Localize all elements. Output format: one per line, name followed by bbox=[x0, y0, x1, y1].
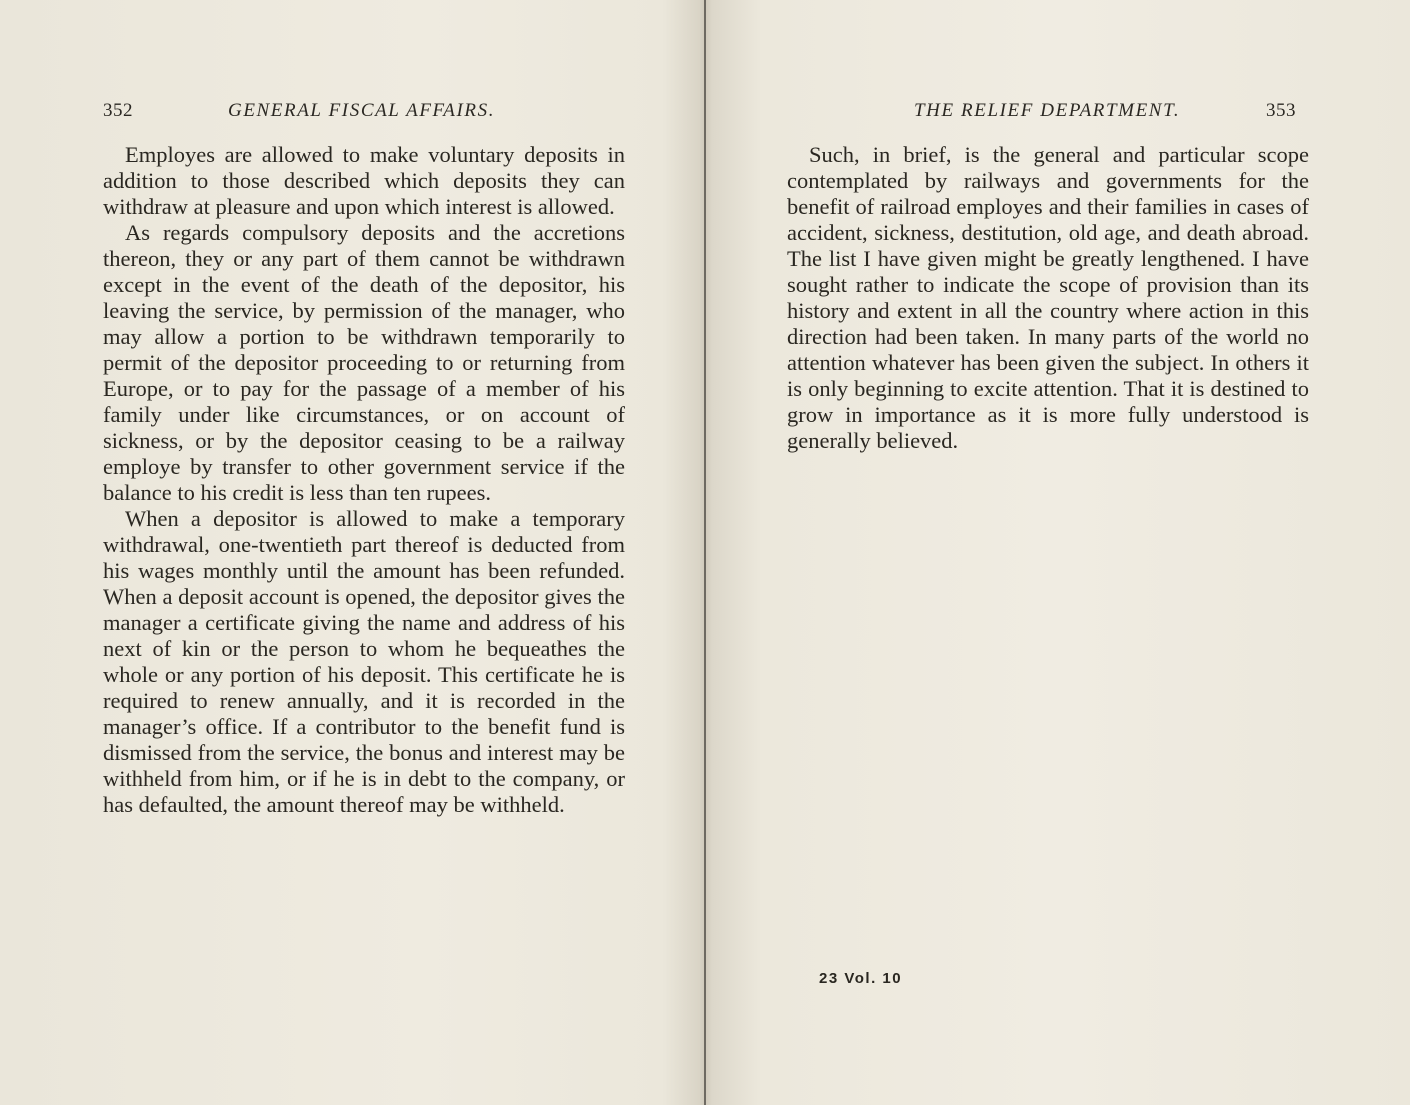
paragraph: As regards compulsory deposits and the accretions thereon, they or any part of them cannot be withdrawn except in the event of the death of the depositor, his leaving the service, by permission of the manager, who may allow a portion to be withdrawn temporarily to permit of the depositor proceeding to or returning from Europe, or to pay for the passage of a member of his family under like circumstances, or on account of sickness, or by the depositor ceasing to be a railway employe by transfer to other government service if the balance to his credit is less than ten rupees. bbox=[103, 220, 625, 505]
page-body bbox=[103, 142, 625, 818]
left-page bbox=[0, 0, 704, 1105]
page-number: 352 bbox=[103, 100, 133, 121]
page-body bbox=[787, 142, 1309, 454]
page-number: 353 bbox=[1266, 100, 1296, 121]
running-head: THE RELIEF DEPARTMENT. bbox=[914, 100, 1181, 121]
paragraph: Such, in brief, is the general and particular scope contemplated by railways and governments for the benefit of railroad employes and their families in cases of accident, sickness, destitution, old age, and death abroad. The list I have given might be greatly lengthened. I have sought rather to indicate the scope of provision than its history and extent in all the country where action in this direction had been taken. In many parts of the world no attention whatever has been given the subject. In others it is only beginning to excite attention. That it is destined to grow in importance as it is more fully understood is generally believed. bbox=[787, 142, 1309, 453]
paragraph: When a depositor is allowed to make a temporary withdrawal, one-twentieth part thereof is deducted from his wages monthly until the amount has been refunded. When a deposit account is opened, the depositor gives the manager a certificate giving the name and address of his next of kin or the person to whom he bequeathes the whole or any portion of his deposit. This certificate he is required to renew annually, and it is recorded in the manager’s office. If a contributor to the benefit fund is dismissed from the service, the bonus and interest may be withheld from him, or if he is in debt to the company, or has defaulted, the amount thereof may be withheld. bbox=[103, 506, 625, 817]
right-page bbox=[706, 0, 1410, 1105]
running-head: GENERAL FISCAL AFFAIRS. bbox=[228, 100, 496, 121]
paragraph: Employes are allowed to make voluntary deposits in addition to those described which deposits they can withdraw at pleasure and upon which interest is allowed. bbox=[103, 142, 625, 219]
signature-mark: 23 Vol. 10 bbox=[819, 970, 903, 987]
